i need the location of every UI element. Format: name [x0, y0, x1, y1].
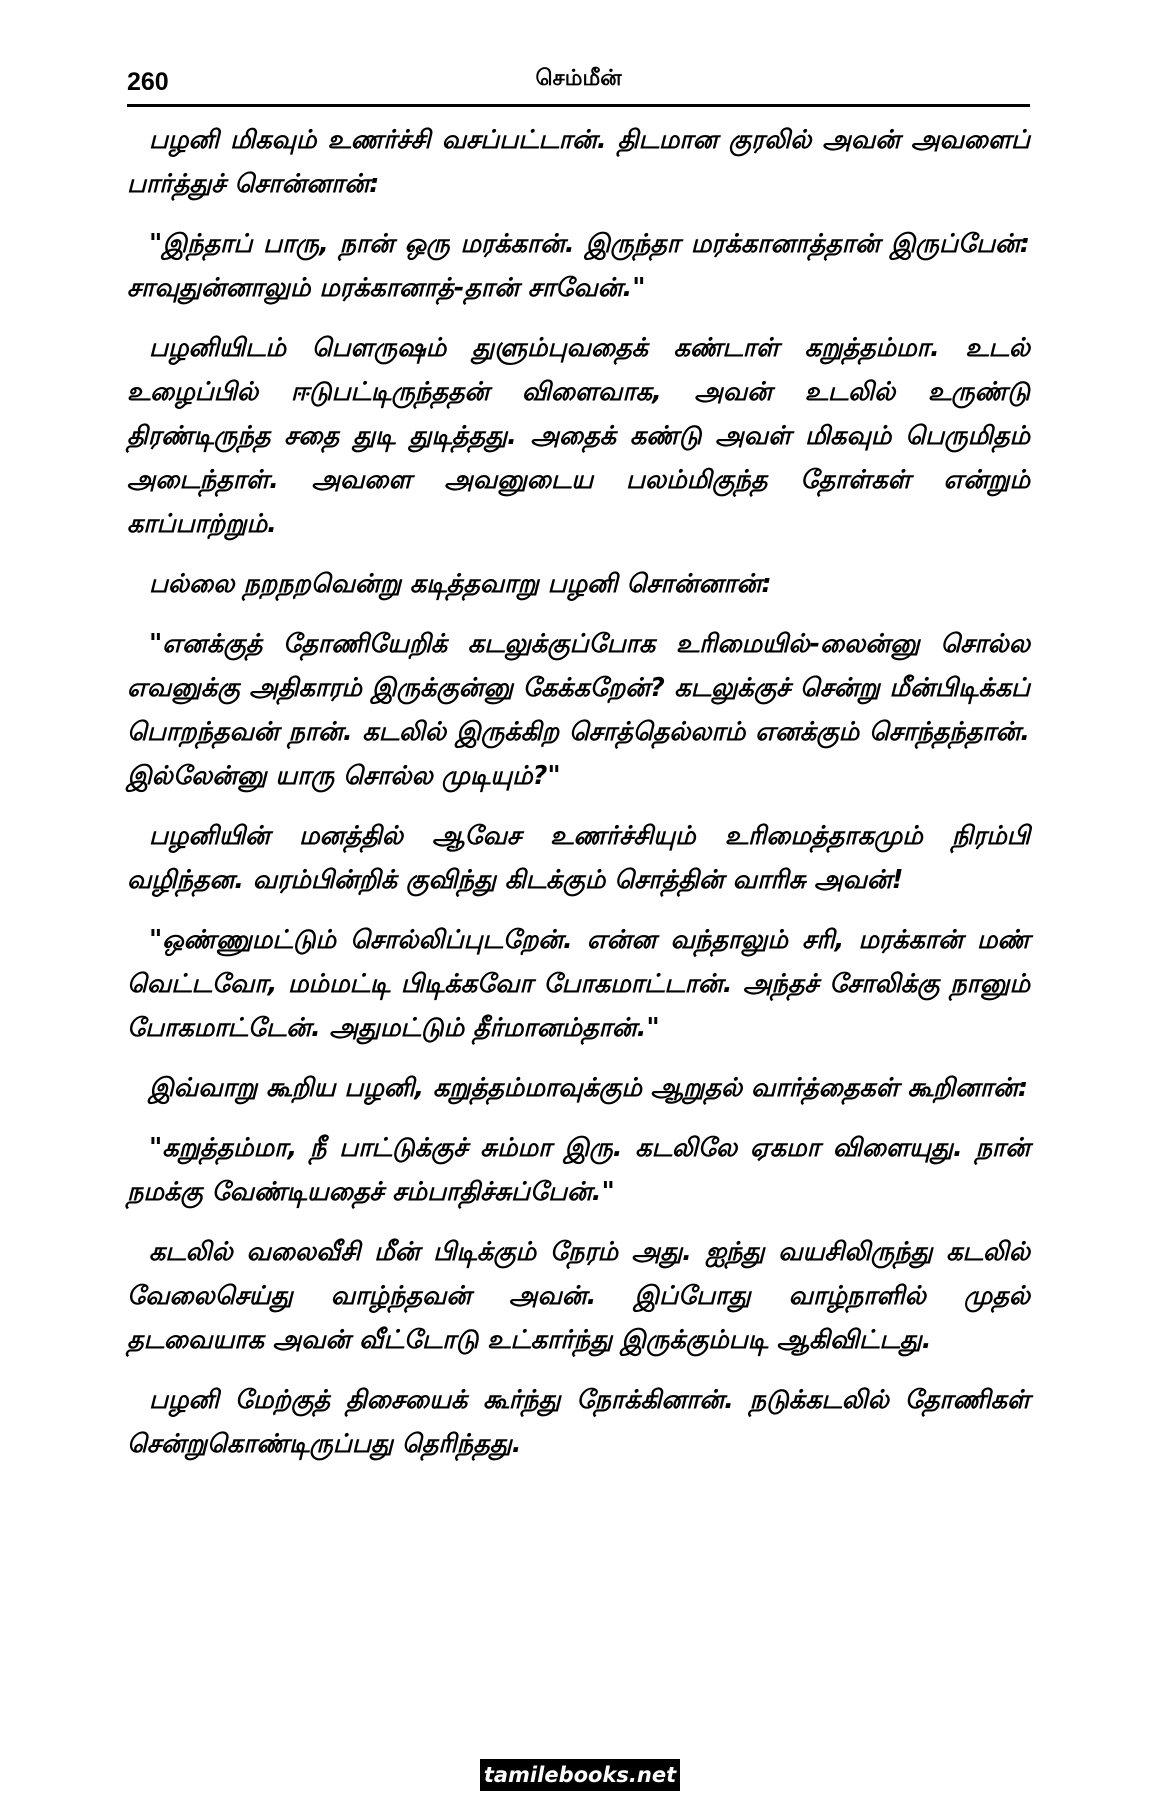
paragraph: பழனியிடம் பௌருஷம் துளும்புவதைக் கண்டாள் கறுத்தம்மா. உடல் உழைப்பில் ஈடுபட்டிருந்ததன் விளைவாக, அவன் உடலில் உருண்டு திரண்டிருந்த சதை துடி துடித்தது. அதைக் கண்டு அவள் மிகவும் பெருமிதம் அடைந்தாள். அவளை அவனுடைய பலம்மிகுந்த தோள்கள் என்றும் காப்பாற்றும். [127, 333, 1030, 539]
watermark-tag: tamilebooks.net [480, 1759, 680, 1791]
body-text [127, 118, 1030, 1482]
paragraph: பல்லை நறநறவென்று கடித்தவாறு பழனி சொன்னான்: [149, 569, 772, 599]
paragraph: இவ்வாறு கூறிய பழனி, கறுத்தம்மாவுக்கும் ஆறுதல் வார்த்தைகள் கூறினான்: [149, 1073, 1029, 1103]
dialogue-paragraph: "இந்தாப் பாரு, நான் ஒரு மரக்கான். இருந்தா மரக்கானாத்தான் இருப்பேன்: சாவுதுன்னாலும் மரக்கானாத்-தான் சாவேன்." [127, 229, 1030, 303]
dialogue-paragraph: "எனக்குத் தோணியேறிக் கடலுக்குப்போக உரிமையில்-லைன்னு சொல்ல எவனுக்கு அதிகாரம் இருக்குன்னு கேக்கறேன்? கடலுக்குச் சென்று மீன்பிடிக்கப் பொறந்தவன் நான். கடலில் இருக்கிற சொத்தெல்லாம் எனக்கும் சொந்தந்தான். இல்லேன்னு யாரு சொல்ல முடியும்?" [127, 629, 1030, 791]
paragraph: பழனியின் மனத்தில் ஆவேச உணர்ச்சியும் உரிமைத்தாகமும் நிரம்பி வழிந்தன. வரம்பின்றிக் குவிந்து கிடக்கும் சொத்தின் வாரிசு அவன்! [127, 821, 1030, 895]
paragraph: கடலில் வலைவீசி மீன் பிடிக்கும் நேரம் அது. ஐந்து வயசிலிருந்து கடலில் வேலைசெய்து வாழ்ந்தவன் அவன். இப்போது வாழ்நாளில் முதல் தடவையாக அவன் வீட்டோடு உட்கார்ந்து இருக்கும்படி ஆகிவிட்டது. [127, 1237, 1030, 1355]
paragraph: பழனி மேற்குத் திசையைக் கூர்ந்து நோக்கினான். நடுக்கடலில் தோணிகள் சென்றுகொண்டிருப்பது தெரிந்தது. [127, 1385, 1030, 1459]
header-rule [127, 104, 1030, 107]
paragraph: பழனி மிகவும் உணர்ச்சி வசப்பட்டான். திடமான குரலில் அவன் அவளைப் பார்த்துச் சொன்னான்: [127, 125, 1030, 199]
running-title: செம்மீன் [535, 66, 622, 91]
dialogue-paragraph: "ஒண்ணுமட்டும் சொல்லிப்புடறேன். என்ன வந்தாலும் சரி, மரக்கான் மண் வெட்டவோ, மம்மட்டி பிடிக்கவோ போகமாட்டான். அந்தச் சோலிக்கு நானும் போகமாட்டேன். அதுமட்டும் தீர்மானம்தான்." [127, 925, 1030, 1043]
page-header [127, 66, 1030, 104]
dialogue-paragraph: "கறுத்தம்மா, நீ பாட்டுக்குச் சும்மா இரு. கடலிலே ஏகமா விளையுது. நான் நமக்கு வேண்டியதைச் சம்பாதிச்சுப்பேன்." [127, 1133, 1030, 1207]
page-number: 260 [127, 68, 169, 96]
